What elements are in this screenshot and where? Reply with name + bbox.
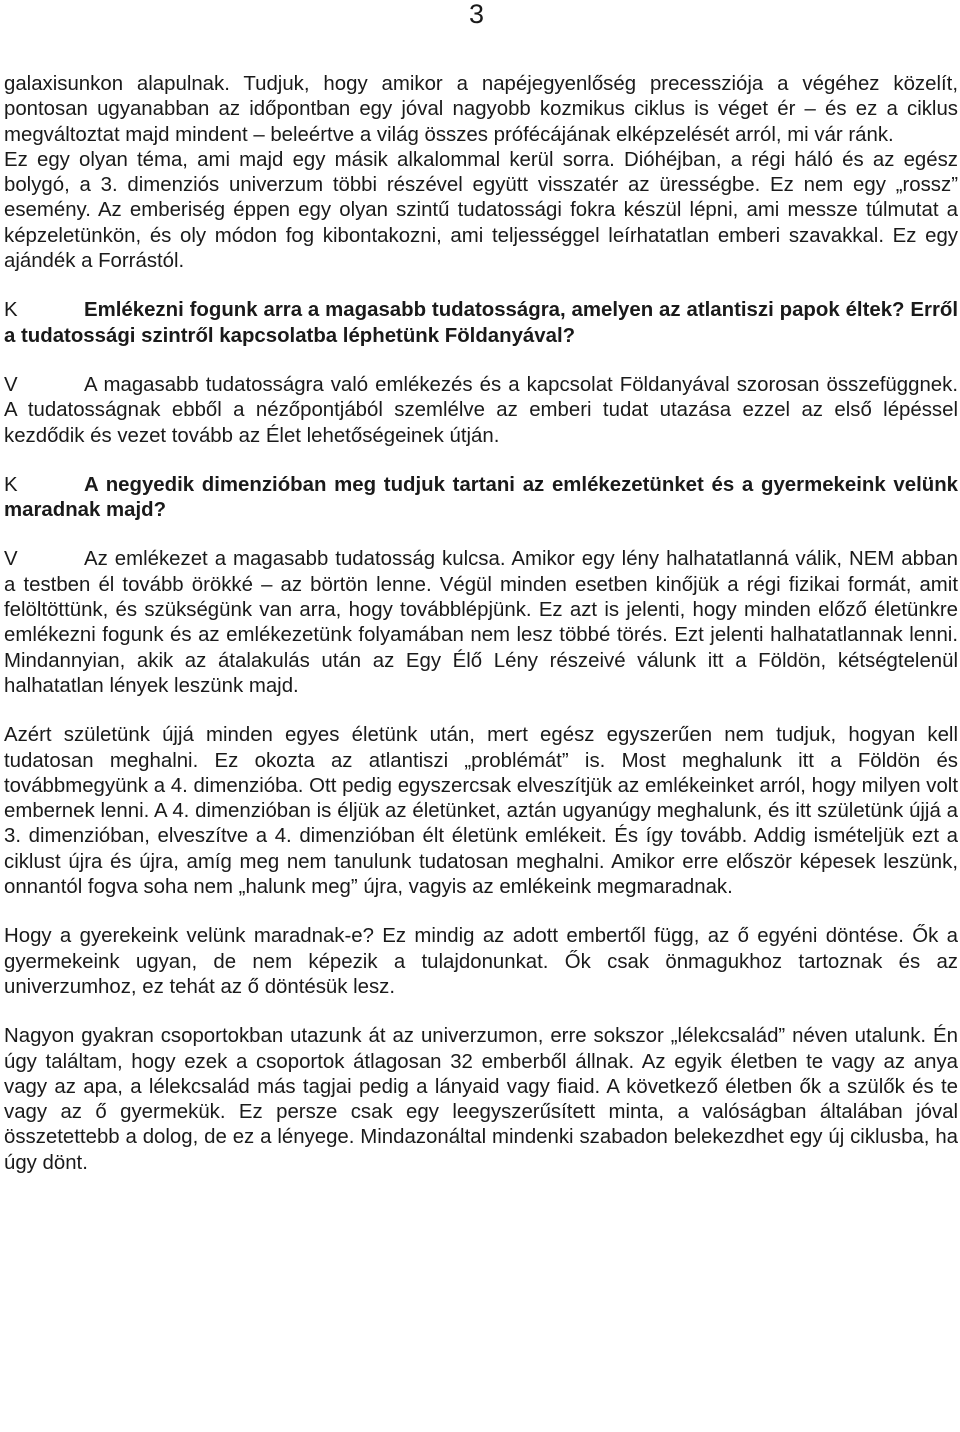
answer-2	[4, 547, 958, 699]
answer-marker: V	[4, 373, 18, 396]
question-marker: K	[4, 473, 18, 496]
question-text: A negyedik dimenzióban meg tudjuk tartani az emlékezetünket és a gyermekeink velünk maradnak majd?	[4, 473, 958, 522]
question-2	[4, 473, 958, 524]
page-number: 3	[469, 0, 485, 29]
answer-marker: V	[4, 548, 18, 571]
document-body	[4, 72, 958, 1200]
question-marker: K	[4, 299, 18, 322]
paragraph-intro: galaxisunkon alapulnak. Tudjuk, hogy amikor a napéjegyenlőség precessziója a végéhez közelít, pontosan ugyanabban az időpontban egy jóval nagyobb kozmikus ciklus is véget ér – és ez a ciklus megváltoztat majd mindent – beleértve a világ összes prófécájának elképzelését arról, mi vár ránk.	[4, 73, 958, 146]
paragraph-children: Hogy a gyerekeink velünk maradnak-e? Ez mindig az adott embertől függ, az ő egyéni döntése. Ők a gyermekeink ugyan, de nem képezik a tulajdonunkat. Ők csak önmagukhoz tartoznak és az univerzumhoz, ez tehát az ő döntésük lesz.	[4, 925, 958, 998]
paragraph-soul-family: Nagyon gyakran csoportokban utazunk át az univerzumon, erre sokszor „lélekcsalád” néven utalunk. Én úgy találtam, hogy ezek a csoportok átlagosan 32 emberből állnak. Az egyik életben te vagy az anya vagy az apa, a lélekcsalád más tagjai pedig a lányaid vagy fiaid. A következő életben ők a szülők és te vagy az ő gyermekük. Ez persze csak egy leegyszerűsített minta, a valóságban általában jóval összetettebb a dolog, de ez a lényege. Mindazonáltal mindenki szabadon belekezdhet egy új ciklusba, ha úgy dönt.	[4, 1025, 958, 1174]
question-1	[4, 298, 958, 349]
answer-text: A magasabb tudatosságra való emlékezés és a kapcsolat Földanyával szorosan összefüggnek. A tudatosságnak ebből a nézőpontjából szemlélve az emberi tudat utazása ezzel az első lépéssel kezdődik és vezet tovább az Élet lehetőségeinek útján.	[4, 373, 958, 447]
answer-text: Az emlékezet a magasabb tudatosság kulcsa. Amikor egy lény halhatatlanná válik, NEM abban a testben él tovább örökké – az börtön lenne. Végül minden esetben kinőjük a régi fizikai formát, amit felöltöttünk, és szükségünk van arra, hogy továbblépjünk. Ez azt is jelenti, hogy minden előző életünkre emlékezni fogunk és az emlékezetünk folyamában nem lesz többé törés. Ezt jelenti halhatatlannak lenni. Mindannyian, akik az átalakulás után az Egy Élő Lény részeivé válunk itt a Földön, kétségtelenül halhatatlan lények leszünk majd.	[4, 548, 958, 697]
paragraph-rebirth: Azért születünk újjá minden egyes életünk után, mert egész egyszerűen nem tudjuk, hogyan kell tudatosan meghalni. Ez okozta az atlantiszi „problémát” is. Most meghalunk itt a Földön és továbbmegyünk a 4. dimenzióba. Ott pedig egyszercsak elveszítjük az emlékeinket arról, hogy milyen volt embernek lenni. A 4. dimenzióban is éljük az életünket, aztán ugyanúgy meghalunk, és itt születünk újjá a 3. dimenzióban, elveszítve a 4. dimenzióban élt életünk emlékeit. És így tovább. Addig ismételjük ezt a ciklust újra és újra, amíg meg nem tanulunk tudatosan meghalni. Amikor erre először képesek leszünk, onnantól fogva soha nem „halunk meg” újra, vagyis az emlékeink megmaradnak.	[4, 724, 958, 899]
question-text: Emlékezni fogunk arra a magasabb tudatosságra, amelyen az atlantiszi papok éltek? Erről a tudatossági szintről kapcsolatba léphetünk Földanyával?	[4, 299, 958, 347]
paragraph-intro-2: Ez egy olyan téma, ami majd egy másik alkalommal kerül sorra. Dióhéjban, a régi háló és az egész bolygó, a 3. dimenziós univerzum többi részével együtt visszatér az ürességbe. Ez nem egy „rossz” esemény. Az emberiség éppen egy olyan szintű tudatossági fokra készül lépni, ami messze túlmutat a képzeletünkön, és oly módon fog kibontakozni, ami teljességgel leírhatatlan emberi szavakkal. Ez egy ajándék a Forrástól.	[4, 148, 958, 273]
answer-1	[4, 373, 958, 449]
